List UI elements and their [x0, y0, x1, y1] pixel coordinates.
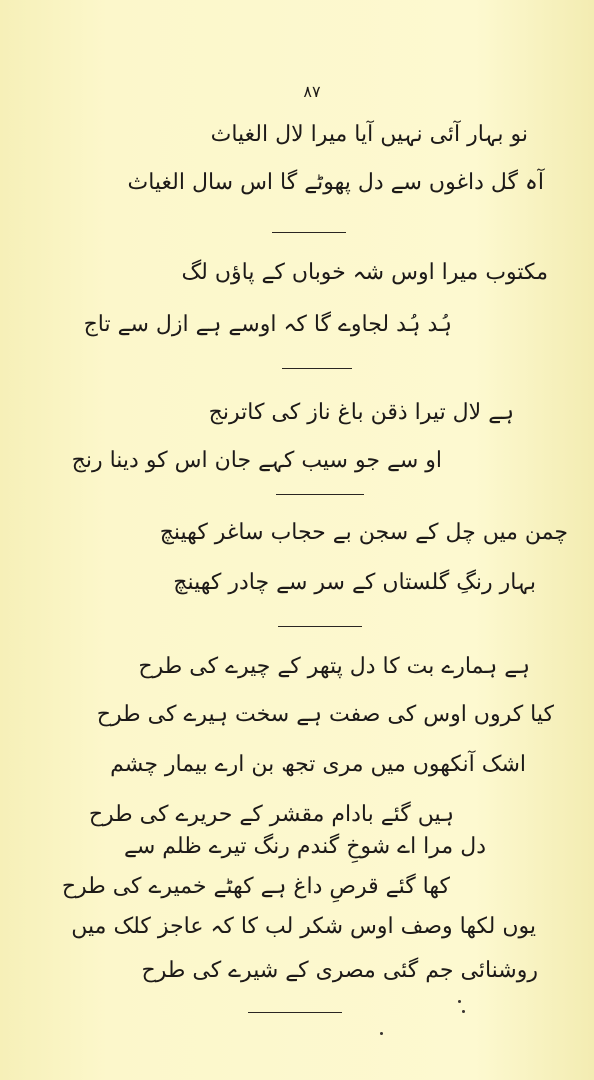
verse-line: نو بہار آئی نہیں آیا میرا لال الغیاث: [210, 122, 528, 147]
verse-line: چمن میں چل کے سجن بے حجاب ساغر کھینچ: [159, 520, 568, 545]
verse-line: ہیں گئے بادام مقشر کے حریرے کی طرح: [88, 802, 454, 827]
divider: [272, 232, 346, 233]
verse-line: مکتوب میرا اوس شہ خوباں کے پاؤں لگ: [181, 260, 548, 285]
verse-line: اشک آنکھوں میں مری تجھ بن ارے بیمار چشم: [110, 752, 526, 777]
verse-line: کیا کروں اوس کی صفت ہے سخت ہیرے کی طرح: [96, 702, 554, 727]
verse-line: دل مرا اے شوخِ گندم رنگ تیرے ظلم سے: [123, 834, 486, 859]
divider: [278, 626, 362, 627]
ink-speck: [462, 1010, 465, 1013]
verse-line: روشنائی جم گئی مصری کے شیرے کی طرح: [141, 958, 538, 983]
verse-line: کھا گئے قرصِ داغ ہے کھٹے خمیرے کی طرح: [61, 874, 450, 899]
verse-line: بہار رنگِ گلستاں کے سر سے چادر کھینچ: [173, 570, 536, 595]
divider: [282, 368, 352, 369]
verse-line: ہُد ہُد لجاوے گا کہ اوسے ہے ازل سے تاج: [83, 312, 452, 337]
verse-line: ہے ہمارے بت کا دل پتھر کے چیرے کی طرح: [138, 654, 530, 679]
divider: [248, 1012, 342, 1013]
ink-speck: [380, 1032, 383, 1035]
page-number: ۸۷: [303, 82, 321, 101]
ink-speck: [458, 1000, 461, 1003]
divider: [276, 494, 364, 495]
verse-line: ہے لال تیرا ذقن باغ ناز کی کاترنج: [208, 400, 514, 425]
verse-line: یوں لکھا وصف اوس شکر لب کا کہ عاجز کلک میں: [71, 914, 536, 939]
verse-line: او سے جو سیب کہے جان اس کو دینا رنج: [71, 448, 442, 473]
verse-line: آہ گل داغوں سے دل پھوٹے گا اس سال الغیاث: [127, 170, 544, 195]
